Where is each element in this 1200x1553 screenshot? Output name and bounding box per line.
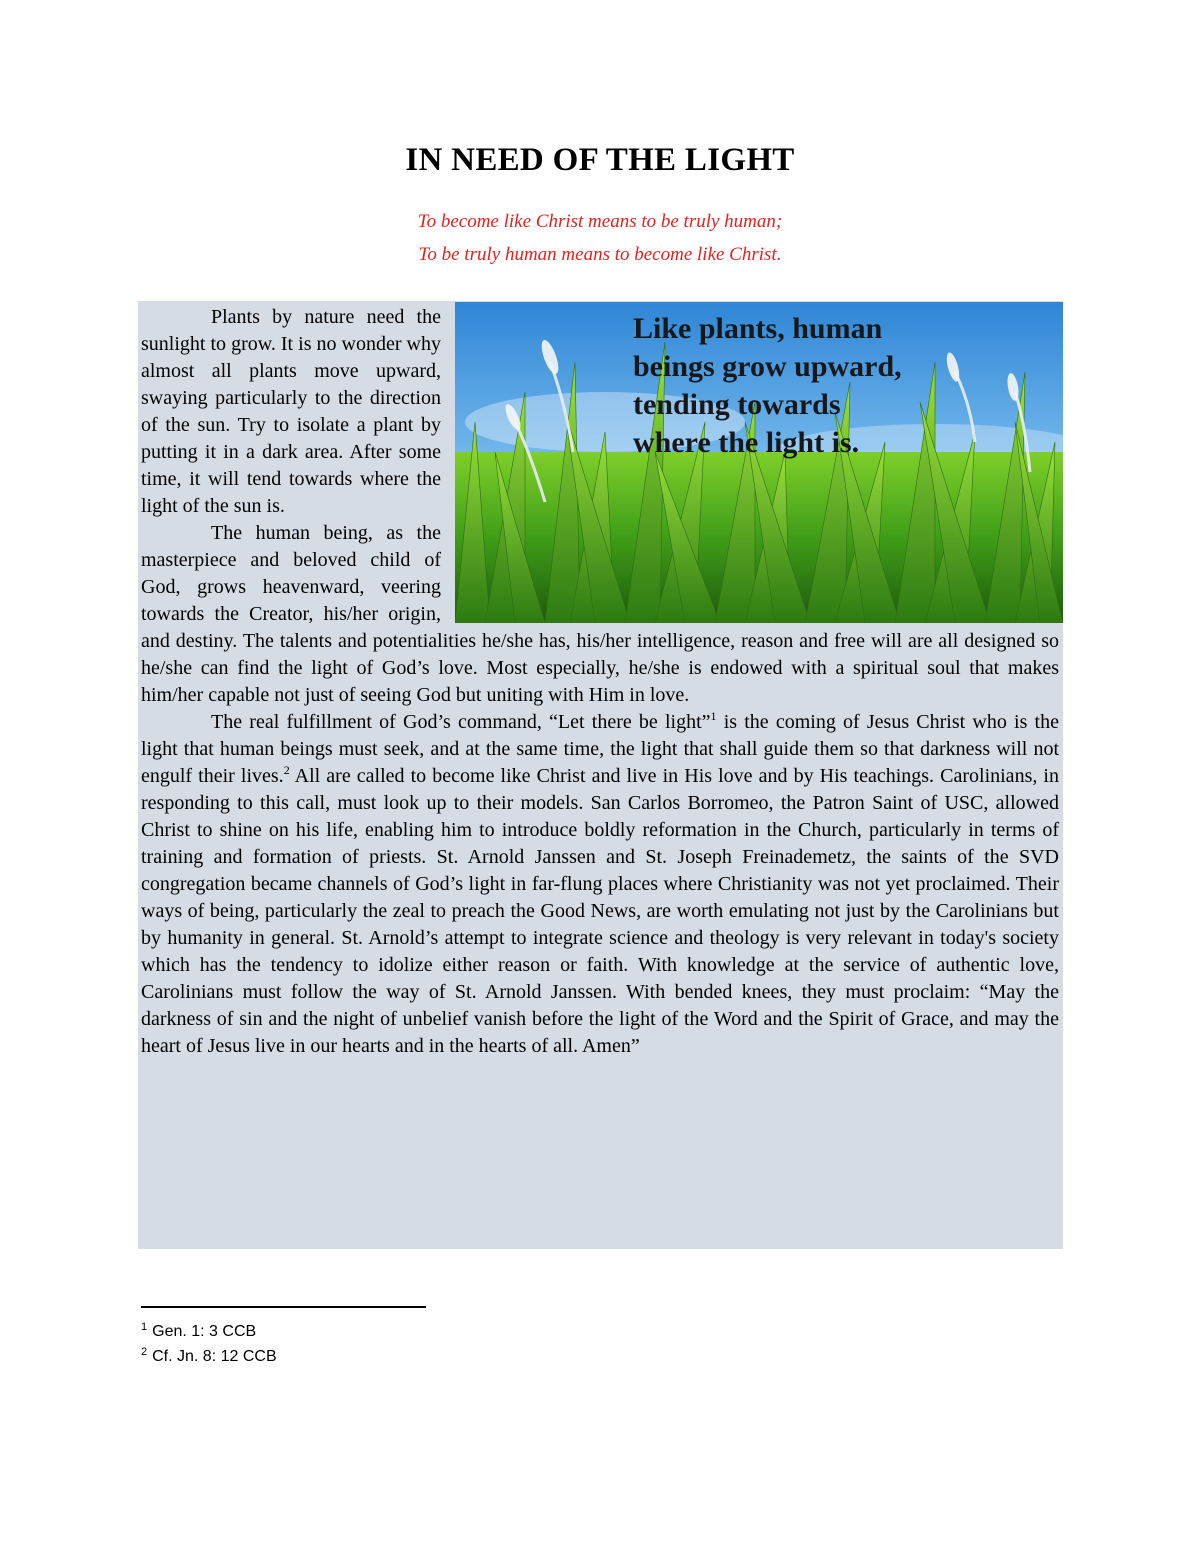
paragraph-3-part-c: All are called to become like Christ and live in His love and by His teachings. Carolinians, in responding to this call, must look up to their models. San Carlos Borromeo, the Patron Saint of USC, allowed Christ to shine on his life, enabling him to introduce boldly reformation in the Church, particularly in terms of training and formation of priests. St. Arnold Janssen and St. Joseph Freinademetz, the saints of the SVD congregation became channels of God’s light in far-flung places where Christianity was not yet proclaimed. Their ways of being, particularly the zeal to preach the Good News, are worth emulating not just by the Carolinians but by humanity in general. St. Arnold’s attempt to integrate science and theology is very relevant in today's society which has the tendency to idolize either reason or faith. With knowledge at the service of authentic love, Carolinians must follow the way of St. Arnold Janssen. With bended knees, they must proclaim: “May the darkness of sin and the night of unbelief vanish before the light of the Word and the Spirit of Grace, and may the heart of Jesus live in our hearts and in the hearts of all. Amen” bbox=[141, 765, 1059, 1057]
grass-sky-image bbox=[455, 302, 1063, 623]
epigraph-line-2: To be truly human means to become like Christ. bbox=[418, 244, 782, 265]
article-body bbox=[141, 304, 1059, 1060]
paragraph-1: Plants by nature need the sunlight to grow. It is no wonder why almost all plants move upward, swaying particularly to the direction of the sun. Try to isolate a plant by putting it in a dark area. After some time, it will tend towards where the light of the sun is. bbox=[141, 306, 441, 517]
paragraph-2: The human being, as the masterpiece and beloved child of God, grows heavenward, veering towards the Creator, his/her origin, and destiny. The talents and potentialities he/she has, his/her intelligence, reason and free will are all designed so he/she can find the light of God’s love. Most especially, he/she is endowed with a spiritual soul that makes him/her capable not just of seeing God but uniting with Him in love. bbox=[141, 522, 1059, 706]
footnote-2-mark: 2 bbox=[141, 1346, 148, 1358]
footnote-1-mark: 1 bbox=[141, 1321, 148, 1333]
image-caption: Like plants, human beings grow upward, tending towards where the light is. bbox=[633, 312, 902, 459]
footnote-1-text: Gen. 1: 3 CCB bbox=[152, 1323, 257, 1340]
footnote-1 bbox=[141, 1323, 256, 1341]
page-title: IN NEED OF THE LIGHT bbox=[405, 142, 795, 178]
footnote-2-text: Cf. Jn. 8: 12 CCB bbox=[152, 1348, 277, 1365]
footnote-ref-2: 2 bbox=[283, 763, 290, 777]
footnote-2 bbox=[141, 1348, 277, 1366]
paragraph-3 bbox=[141, 709, 1059, 1060]
paragraph-3-part-a: The real fulfillment of God’s command, “Let there be light” bbox=[211, 711, 711, 733]
paragraph-3-part-b: is the coming of Jesus Christ who is the light that human beings must seek, and at the same time, the light that shall guide them so that darkness will not engulf their lives. bbox=[141, 711, 1059, 787]
footnote-separator bbox=[141, 1306, 426, 1308]
epigraph-line-1: To become like Christ means to be truly human; bbox=[417, 211, 783, 232]
footnote-ref-1: 1 bbox=[710, 709, 717, 723]
